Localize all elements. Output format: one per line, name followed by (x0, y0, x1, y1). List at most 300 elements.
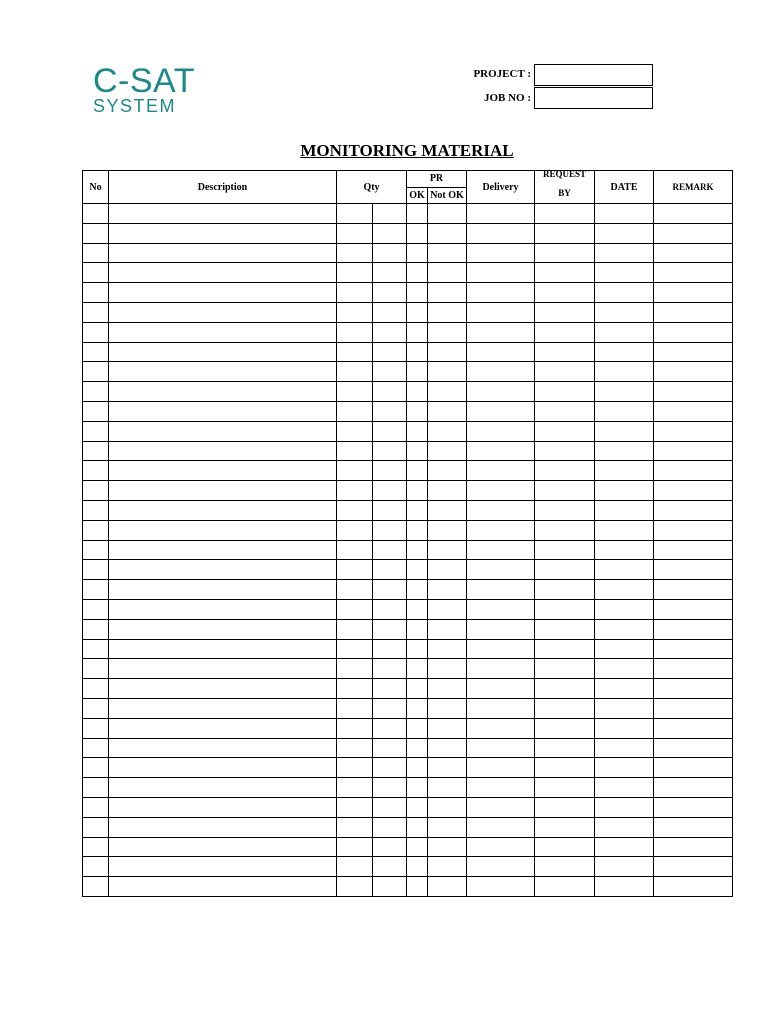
cell-qty[interactable] (337, 204, 373, 224)
cell-description[interactable] (109, 639, 337, 659)
cell-delivery[interactable] (467, 401, 535, 421)
cell-qty[interactable] (337, 283, 373, 303)
cell-qty[interactable] (337, 639, 373, 659)
cell-description[interactable] (109, 500, 337, 520)
cell-ok[interactable] (407, 877, 428, 897)
cell-qty[interactable] (337, 758, 373, 778)
cell-delivery[interactable] (467, 560, 535, 580)
cell-remark[interactable] (654, 619, 733, 639)
cell-ok[interactable] (407, 342, 428, 362)
cell-qty-unit[interactable] (373, 698, 407, 718)
cell-qty[interactable] (337, 599, 373, 619)
cell-qty[interactable] (337, 738, 373, 758)
cell-qty[interactable] (337, 461, 373, 481)
cell-delivery[interactable] (467, 738, 535, 758)
cell-date[interactable] (595, 461, 654, 481)
cell-remark[interactable] (654, 857, 733, 877)
cell-remark[interactable] (654, 659, 733, 679)
cell-no[interactable] (83, 599, 109, 619)
cell-date[interactable] (595, 382, 654, 402)
cell-description[interactable] (109, 679, 337, 699)
cell-qty-unit[interactable] (373, 481, 407, 501)
cell-qty-unit[interactable] (373, 263, 407, 283)
cell-description[interactable] (109, 738, 337, 758)
cell-qty[interactable] (337, 698, 373, 718)
cell-date[interactable] (595, 500, 654, 520)
cell-qty[interactable] (337, 243, 373, 263)
cell-not-ok[interactable] (428, 580, 467, 600)
cell-qty[interactable] (337, 401, 373, 421)
cell-date[interactable] (595, 362, 654, 382)
cell-date[interactable] (595, 817, 654, 837)
cell-qty[interactable] (337, 857, 373, 877)
cell-description[interactable] (109, 223, 337, 243)
cell-delivery[interactable] (467, 481, 535, 501)
cell-date[interactable] (595, 857, 654, 877)
cell-no[interactable] (83, 223, 109, 243)
cell-date[interactable] (595, 302, 654, 322)
cell-no[interactable] (83, 362, 109, 382)
cell-description[interactable] (109, 283, 337, 303)
cell-not-ok[interactable] (428, 520, 467, 540)
cell-ok[interactable] (407, 738, 428, 758)
cell-remark[interactable] (654, 461, 733, 481)
cell-description[interactable] (109, 718, 337, 738)
cell-request-by[interactable] (535, 401, 595, 421)
cell-date[interactable] (595, 758, 654, 778)
cell-qty-unit[interactable] (373, 204, 407, 224)
cell-no[interactable] (83, 421, 109, 441)
cell-description[interactable] (109, 263, 337, 283)
cell-date[interactable] (595, 401, 654, 421)
cell-qty[interactable] (337, 619, 373, 639)
cell-not-ok[interactable] (428, 837, 467, 857)
cell-description[interactable] (109, 619, 337, 639)
cell-qty[interactable] (337, 659, 373, 679)
cell-qty-unit[interactable] (373, 599, 407, 619)
cell-not-ok[interactable] (428, 758, 467, 778)
cell-remark[interactable] (654, 322, 733, 342)
cell-qty[interactable] (337, 679, 373, 699)
cell-no[interactable] (83, 540, 109, 560)
cell-no[interactable] (83, 877, 109, 897)
cell-ok[interactable] (407, 857, 428, 877)
cell-delivery[interactable] (467, 639, 535, 659)
cell-ok[interactable] (407, 679, 428, 699)
cell-date[interactable] (595, 283, 654, 303)
cell-request-by[interactable] (535, 580, 595, 600)
cell-remark[interactable] (654, 698, 733, 718)
cell-description[interactable] (109, 481, 337, 501)
cell-qty[interactable] (337, 778, 373, 798)
cell-ok[interactable] (407, 283, 428, 303)
cell-ok[interactable] (407, 718, 428, 738)
cell-ok[interactable] (407, 243, 428, 263)
cell-description[interactable] (109, 382, 337, 402)
cell-description[interactable] (109, 877, 337, 897)
cell-ok[interactable] (407, 421, 428, 441)
cell-ok[interactable] (407, 263, 428, 283)
cell-qty-unit[interactable] (373, 223, 407, 243)
cell-date[interactable] (595, 698, 654, 718)
cell-date[interactable] (595, 342, 654, 362)
cell-delivery[interactable] (467, 679, 535, 699)
cell-qty[interactable] (337, 520, 373, 540)
cell-remark[interactable] (654, 738, 733, 758)
cell-ok[interactable] (407, 223, 428, 243)
cell-date[interactable] (595, 679, 654, 699)
cell-delivery[interactable] (467, 580, 535, 600)
cell-not-ok[interactable] (428, 738, 467, 758)
cell-no[interactable] (83, 639, 109, 659)
cell-qty-unit[interactable] (373, 362, 407, 382)
cell-not-ok[interactable] (428, 342, 467, 362)
cell-delivery[interactable] (467, 441, 535, 461)
cell-description[interactable] (109, 560, 337, 580)
cell-qty-unit[interactable] (373, 243, 407, 263)
cell-ok[interactable] (407, 204, 428, 224)
cell-delivery[interactable] (467, 362, 535, 382)
cell-qty[interactable] (337, 500, 373, 520)
cell-delivery[interactable] (467, 461, 535, 481)
cell-description[interactable] (109, 837, 337, 857)
cell-ok[interactable] (407, 322, 428, 342)
cell-qty-unit[interactable] (373, 580, 407, 600)
cell-date[interactable] (595, 204, 654, 224)
cell-delivery[interactable] (467, 204, 535, 224)
cell-description[interactable] (109, 698, 337, 718)
cell-no[interactable] (83, 243, 109, 263)
cell-delivery[interactable] (467, 817, 535, 837)
cell-ok[interactable] (407, 639, 428, 659)
cell-no[interactable] (83, 342, 109, 362)
cell-request-by[interactable] (535, 461, 595, 481)
cell-date[interactable] (595, 223, 654, 243)
cell-qty-unit[interactable] (373, 718, 407, 738)
cell-not-ok[interactable] (428, 204, 467, 224)
cell-remark[interactable] (654, 302, 733, 322)
cell-remark[interactable] (654, 520, 733, 540)
cell-no[interactable] (83, 778, 109, 798)
cell-qty[interactable] (337, 580, 373, 600)
cell-not-ok[interactable] (428, 382, 467, 402)
cell-ok[interactable] (407, 500, 428, 520)
cell-delivery[interactable] (467, 520, 535, 540)
cell-ok[interactable] (407, 362, 428, 382)
cell-description[interactable] (109, 204, 337, 224)
cell-not-ok[interactable] (428, 877, 467, 897)
cell-qty-unit[interactable] (373, 778, 407, 798)
cell-date[interactable] (595, 837, 654, 857)
cell-ok[interactable] (407, 778, 428, 798)
cell-request-by[interactable] (535, 599, 595, 619)
cell-description[interactable] (109, 421, 337, 441)
cell-date[interactable] (595, 560, 654, 580)
cell-qty-unit[interactable] (373, 659, 407, 679)
cell-remark[interactable] (654, 560, 733, 580)
cell-qty-unit[interactable] (373, 560, 407, 580)
cell-qty[interactable] (337, 797, 373, 817)
cell-qty[interactable] (337, 223, 373, 243)
cell-ok[interactable] (407, 481, 428, 501)
cell-qty[interactable] (337, 302, 373, 322)
cell-ok[interactable] (407, 619, 428, 639)
cell-no[interactable] (83, 401, 109, 421)
cell-description[interactable] (109, 362, 337, 382)
cell-date[interactable] (595, 639, 654, 659)
cell-delivery[interactable] (467, 500, 535, 520)
cell-qty[interactable] (337, 322, 373, 342)
cell-delivery[interactable] (467, 698, 535, 718)
cell-no[interactable] (83, 718, 109, 738)
cell-not-ok[interactable] (428, 599, 467, 619)
cell-no[interactable] (83, 481, 109, 501)
cell-ok[interactable] (407, 817, 428, 837)
cell-qty-unit[interactable] (373, 639, 407, 659)
cell-qty[interactable] (337, 817, 373, 837)
cell-date[interactable] (595, 738, 654, 758)
cell-no[interactable] (83, 679, 109, 699)
cell-description[interactable] (109, 342, 337, 362)
cell-date[interactable] (595, 520, 654, 540)
cell-not-ok[interactable] (428, 639, 467, 659)
cell-request-by[interactable] (535, 877, 595, 897)
cell-no[interactable] (83, 619, 109, 639)
cell-qty-unit[interactable] (373, 797, 407, 817)
cell-qty[interactable] (337, 481, 373, 501)
cell-description[interactable] (109, 243, 337, 263)
cell-delivery[interactable] (467, 382, 535, 402)
cell-request-by[interactable] (535, 283, 595, 303)
cell-remark[interactable] (654, 540, 733, 560)
cell-no[interactable] (83, 560, 109, 580)
cell-remark[interactable] (654, 362, 733, 382)
cell-request-by[interactable] (535, 659, 595, 679)
cell-not-ok[interactable] (428, 302, 467, 322)
cell-no[interactable] (83, 322, 109, 342)
cell-description[interactable] (109, 520, 337, 540)
cell-qty-unit[interactable] (373, 382, 407, 402)
cell-no[interactable] (83, 500, 109, 520)
cell-delivery[interactable] (467, 659, 535, 679)
cell-date[interactable] (595, 580, 654, 600)
cell-qty-unit[interactable] (373, 421, 407, 441)
cell-qty-unit[interactable] (373, 342, 407, 362)
cell-no[interactable] (83, 302, 109, 322)
cell-delivery[interactable] (467, 223, 535, 243)
cell-request-by[interactable] (535, 322, 595, 342)
cell-request-by[interactable] (535, 619, 595, 639)
cell-request-by[interactable] (535, 481, 595, 501)
cell-ok[interactable] (407, 382, 428, 402)
cell-date[interactable] (595, 481, 654, 501)
cell-request-by[interactable] (535, 302, 595, 322)
cell-not-ok[interactable] (428, 817, 467, 837)
cell-description[interactable] (109, 758, 337, 778)
cell-date[interactable] (595, 421, 654, 441)
cell-no[interactable] (83, 441, 109, 461)
cell-no[interactable] (83, 698, 109, 718)
cell-request-by[interactable] (535, 540, 595, 560)
cell-date[interactable] (595, 441, 654, 461)
cell-no[interactable] (83, 580, 109, 600)
cell-request-by[interactable] (535, 797, 595, 817)
cell-not-ok[interactable] (428, 679, 467, 699)
cell-ok[interactable] (407, 837, 428, 857)
cell-date[interactable] (595, 718, 654, 738)
cell-request-by[interactable] (535, 500, 595, 520)
cell-description[interactable] (109, 580, 337, 600)
cell-remark[interactable] (654, 797, 733, 817)
cell-delivery[interactable] (467, 857, 535, 877)
cell-no[interactable] (83, 204, 109, 224)
cell-no[interactable] (83, 817, 109, 837)
cell-remark[interactable] (654, 401, 733, 421)
cell-qty-unit[interactable] (373, 500, 407, 520)
cell-not-ok[interactable] (428, 481, 467, 501)
project-field[interactable] (534, 64, 653, 86)
cell-request-by[interactable] (535, 857, 595, 877)
cell-not-ok[interactable] (428, 718, 467, 738)
cell-no[interactable] (83, 758, 109, 778)
cell-qty[interactable] (337, 263, 373, 283)
cell-description[interactable] (109, 659, 337, 679)
cell-remark[interactable] (654, 837, 733, 857)
cell-delivery[interactable] (467, 283, 535, 303)
cell-remark[interactable] (654, 421, 733, 441)
cell-date[interactable] (595, 322, 654, 342)
cell-qty-unit[interactable] (373, 401, 407, 421)
cell-delivery[interactable] (467, 619, 535, 639)
cell-qty-unit[interactable] (373, 758, 407, 778)
job-no-field[interactable] (534, 87, 653, 109)
cell-request-by[interactable] (535, 758, 595, 778)
cell-qty[interactable] (337, 342, 373, 362)
cell-delivery[interactable] (467, 421, 535, 441)
cell-ok[interactable] (407, 797, 428, 817)
cell-not-ok[interactable] (428, 362, 467, 382)
cell-request-by[interactable] (535, 243, 595, 263)
cell-remark[interactable] (654, 817, 733, 837)
cell-request-by[interactable] (535, 718, 595, 738)
cell-remark[interactable] (654, 639, 733, 659)
cell-request-by[interactable] (535, 342, 595, 362)
cell-request-by[interactable] (535, 560, 595, 580)
cell-not-ok[interactable] (428, 401, 467, 421)
cell-request-by[interactable] (535, 837, 595, 857)
cell-request-by[interactable] (535, 738, 595, 758)
cell-description[interactable] (109, 599, 337, 619)
cell-qty-unit[interactable] (373, 837, 407, 857)
cell-remark[interactable] (654, 877, 733, 897)
cell-qty-unit[interactable] (373, 877, 407, 897)
cell-remark[interactable] (654, 778, 733, 798)
cell-qty-unit[interactable] (373, 540, 407, 560)
cell-not-ok[interactable] (428, 223, 467, 243)
cell-request-by[interactable] (535, 778, 595, 798)
cell-ok[interactable] (407, 461, 428, 481)
cell-description[interactable] (109, 857, 337, 877)
cell-no[interactable] (83, 520, 109, 540)
cell-request-by[interactable] (535, 421, 595, 441)
cell-date[interactable] (595, 877, 654, 897)
cell-qty-unit[interactable] (373, 441, 407, 461)
cell-remark[interactable] (654, 500, 733, 520)
cell-not-ok[interactable] (428, 263, 467, 283)
cell-qty[interactable] (337, 877, 373, 897)
cell-qty[interactable] (337, 382, 373, 402)
cell-description[interactable] (109, 817, 337, 837)
cell-date[interactable] (595, 659, 654, 679)
cell-not-ok[interactable] (428, 698, 467, 718)
cell-delivery[interactable] (467, 599, 535, 619)
cell-description[interactable] (109, 797, 337, 817)
cell-date[interactable] (595, 243, 654, 263)
cell-qty[interactable] (337, 441, 373, 461)
cell-ok[interactable] (407, 441, 428, 461)
cell-qty-unit[interactable] (373, 619, 407, 639)
cell-no[interactable] (83, 461, 109, 481)
cell-no[interactable] (83, 797, 109, 817)
cell-request-by[interactable] (535, 362, 595, 382)
cell-ok[interactable] (407, 302, 428, 322)
cell-no[interactable] (83, 837, 109, 857)
cell-not-ok[interactable] (428, 797, 467, 817)
cell-request-by[interactable] (535, 204, 595, 224)
cell-ok[interactable] (407, 560, 428, 580)
cell-qty[interactable] (337, 540, 373, 560)
cell-request-by[interactable] (535, 817, 595, 837)
cell-ok[interactable] (407, 659, 428, 679)
cell-qty-unit[interactable] (373, 520, 407, 540)
cell-ok[interactable] (407, 599, 428, 619)
cell-delivery[interactable] (467, 758, 535, 778)
cell-date[interactable] (595, 797, 654, 817)
cell-description[interactable] (109, 302, 337, 322)
cell-not-ok[interactable] (428, 619, 467, 639)
cell-qty[interactable] (337, 421, 373, 441)
cell-delivery[interactable] (467, 302, 535, 322)
cell-remark[interactable] (654, 599, 733, 619)
cell-ok[interactable] (407, 401, 428, 421)
cell-ok[interactable] (407, 698, 428, 718)
cell-not-ok[interactable] (428, 243, 467, 263)
cell-no[interactable] (83, 382, 109, 402)
cell-remark[interactable] (654, 481, 733, 501)
cell-delivery[interactable] (467, 243, 535, 263)
cell-qty-unit[interactable] (373, 302, 407, 322)
cell-remark[interactable] (654, 223, 733, 243)
cell-delivery[interactable] (467, 837, 535, 857)
cell-not-ok[interactable] (428, 857, 467, 877)
cell-description[interactable] (109, 401, 337, 421)
cell-qty-unit[interactable] (373, 679, 407, 699)
cell-date[interactable] (595, 599, 654, 619)
cell-remark[interactable] (654, 718, 733, 738)
cell-request-by[interactable] (535, 441, 595, 461)
cell-ok[interactable] (407, 520, 428, 540)
cell-qty-unit[interactable] (373, 461, 407, 481)
cell-not-ok[interactable] (428, 540, 467, 560)
cell-description[interactable] (109, 540, 337, 560)
cell-not-ok[interactable] (428, 778, 467, 798)
cell-not-ok[interactable] (428, 421, 467, 441)
cell-qty-unit[interactable] (373, 738, 407, 758)
cell-delivery[interactable] (467, 342, 535, 362)
cell-date[interactable] (595, 540, 654, 560)
cell-remark[interactable] (654, 263, 733, 283)
cell-date[interactable] (595, 263, 654, 283)
